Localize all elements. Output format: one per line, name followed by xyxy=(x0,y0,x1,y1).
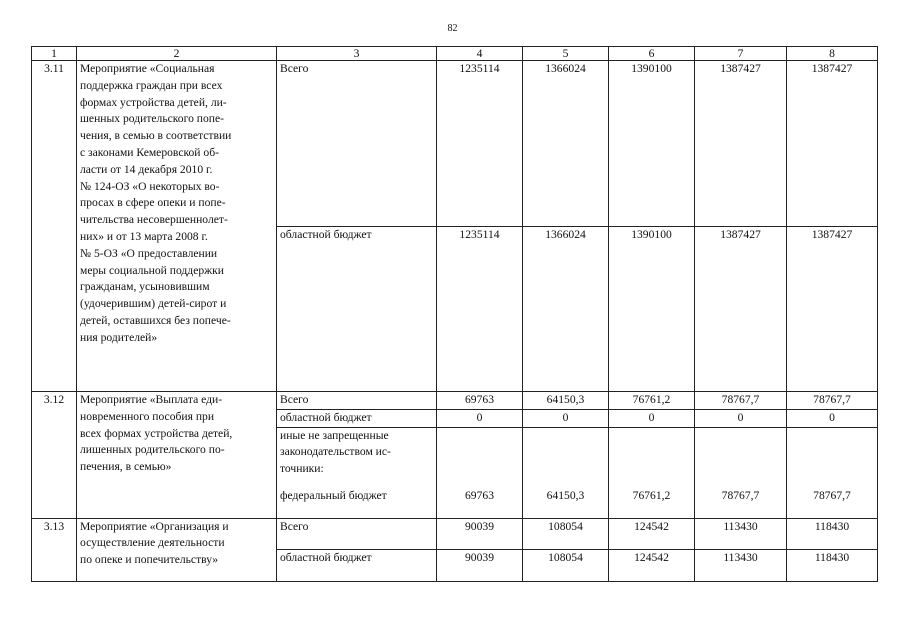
value-cell: 69763 xyxy=(437,488,523,519)
source-label: областной бюджет xyxy=(277,550,437,582)
measure-description: Мероприятие «Организация и осуществление деятельности по опеке и попечительству» xyxy=(77,518,277,581)
header-row xyxy=(32,47,878,61)
value-cell: 64150,3 xyxy=(523,488,609,519)
row-number: 3.12 xyxy=(32,392,77,519)
source-label: Всего xyxy=(277,61,437,227)
value-cell: 1387427 xyxy=(787,226,878,392)
value-cell: 78767,7 xyxy=(787,488,878,519)
value-cell: 124542 xyxy=(609,550,695,582)
source-label: федеральный бюджет xyxy=(277,488,437,519)
source-label: Всего xyxy=(277,392,437,410)
value-cell: 0 xyxy=(695,409,787,427)
value-cell: 1387427 xyxy=(787,61,878,227)
value-cell: 78767,7 xyxy=(695,392,787,410)
value-cell: 90039 xyxy=(437,518,523,550)
value-cell: 1366024 xyxy=(523,226,609,392)
budget-table xyxy=(31,46,878,582)
value-cell: 1390100 xyxy=(609,226,695,392)
header-cell: 4 xyxy=(437,47,523,61)
value-cell xyxy=(437,427,523,488)
row-number: 3.11 xyxy=(32,61,77,392)
header-cell: 7 xyxy=(695,47,787,61)
value-cell: 108054 xyxy=(523,550,609,582)
value-cell: 69763 xyxy=(437,392,523,410)
value-cell: 108054 xyxy=(523,518,609,550)
header-cell: 2 xyxy=(77,47,277,61)
value-cell: 1387427 xyxy=(695,226,787,392)
value-cell: 64150,3 xyxy=(523,392,609,410)
header-cell: 3 xyxy=(277,47,437,61)
value-cell: 1235114 xyxy=(437,61,523,227)
value-cell: 0 xyxy=(787,409,878,427)
value-cell: 90039 xyxy=(437,550,523,582)
table-row xyxy=(32,518,878,550)
source-label: областной бюджет xyxy=(277,409,437,427)
value-cell: 0 xyxy=(437,409,523,427)
header-cell: 8 xyxy=(787,47,878,61)
header-cell: 5 xyxy=(523,47,609,61)
value-cell: 76761,2 xyxy=(609,392,695,410)
page-number: 82 xyxy=(447,23,458,34)
value-cell: 1366024 xyxy=(523,61,609,227)
value-cell xyxy=(787,427,878,488)
value-cell xyxy=(609,427,695,488)
value-cell: 78767,7 xyxy=(695,488,787,519)
source-label: областной бюджет xyxy=(277,226,437,392)
value-cell: 113430 xyxy=(695,518,787,550)
value-cell: 124542 xyxy=(609,518,695,550)
source-label: иные не запрещенные законодательством ис- точники: xyxy=(277,427,437,488)
table-row xyxy=(32,61,878,227)
measure-description: Мероприятие «Выплата еди- новременного пособия при всех формах устройства детей, лишенных родительского по- печения, в семью» xyxy=(77,392,277,519)
value-cell: 1390100 xyxy=(609,61,695,227)
value-cell: 118430 xyxy=(787,518,878,550)
value-cell xyxy=(523,427,609,488)
value-cell: 1235114 xyxy=(437,226,523,392)
measure-description: Мероприятие «Социальная поддержка граждан при всех формах устройства детей, ли- шенных родительского попе- чения, в семью в соответствии с законами Кемеровской об- ласти от 14 декабря 2010 г. № 124-ОЗ «О некоторых во- просах в сфере опеки и попе- чительства несовершеннолет- них» и от 13 марта 2008 г. № 5-ОЗ «О предоставлении меры социальной поддержки гражданам, усыновившим (удочерившим) детей-сирот и детей, оставшихся без попече- ния родителей» xyxy=(77,61,277,392)
header-cell: 1 xyxy=(32,47,77,61)
value-cell xyxy=(695,427,787,488)
value-cell: 1387427 xyxy=(695,61,787,227)
value-cell: 118430 xyxy=(787,550,878,582)
value-cell: 0 xyxy=(523,409,609,427)
row-number: 3.13 xyxy=(32,518,77,581)
value-cell: 0 xyxy=(609,409,695,427)
value-cell: 76761,2 xyxy=(609,488,695,519)
source-label: Всего xyxy=(277,518,437,550)
value-cell: 78767,7 xyxy=(787,392,878,410)
value-cell: 113430 xyxy=(695,550,787,582)
header-cell: 6 xyxy=(609,47,695,61)
table-row xyxy=(32,392,878,410)
